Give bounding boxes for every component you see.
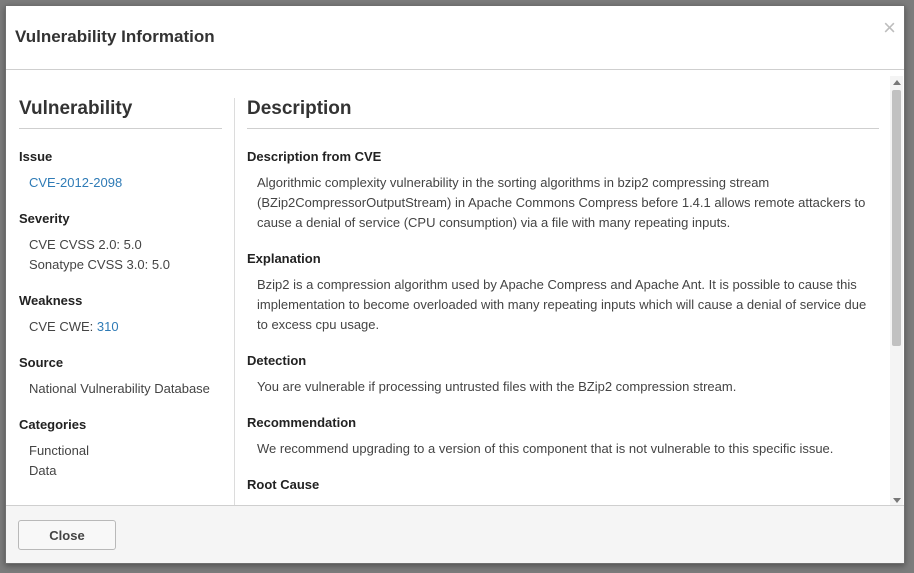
issue-section [19, 149, 222, 193]
vulnerability-heading: Vulnerability [19, 98, 222, 129]
source-value: National Vulnerability Database [29, 381, 210, 396]
modal-body[interactable] [6, 70, 904, 507]
source-section [19, 355, 222, 399]
close-icon[interactable]: × [883, 15, 896, 40]
description-heading: Description [247, 98, 879, 129]
categories-section [19, 417, 222, 481]
detection-section [247, 353, 879, 397]
category-item: Functional [29, 443, 89, 458]
cwe-prefix: CVE CWE: [29, 319, 97, 334]
weakness-value [19, 317, 222, 337]
section-title: Description from CVE [247, 149, 382, 164]
scroll-thumb[interactable] [892, 90, 901, 346]
modal-footer [6, 505, 904, 563]
description-panel [247, 98, 879, 539]
vertical-scrollbar[interactable] [890, 76, 903, 506]
close-button[interactable]: Close [18, 520, 116, 550]
column-divider [234, 98, 235, 518]
section-title: Recommendation [247, 415, 357, 430]
section-title: Root Cause [247, 477, 320, 492]
modal-header [6, 6, 904, 70]
section-text: Algorithmic complexity vulnerability in the sorting algorithms in bzip2 compressing stream (BZip2CompressorOutputStream) in Apache Commons Compress before 1.4.1 allows remote attackers to cause a denial of service (CPU consumption) via a file with many repeating inputs. [257, 175, 866, 230]
section-text: We recommend upgrading to a version of this component that is not vulnerable to this specific issue. [257, 441, 834, 456]
section-text: You are vulnerable if processing untrusted files with the BZip2 compression stream. [257, 379, 737, 394]
description-from-cve-section [247, 149, 879, 233]
source-title: Source [19, 355, 64, 370]
severity-section [19, 211, 222, 275]
cvss2-score: CVE CVSS 2.0: 5.0 [29, 237, 142, 252]
weakness-title: Weakness [19, 293, 83, 308]
categories-title: Categories [19, 417, 87, 432]
recommendation-section [247, 415, 879, 459]
modal-title: Vulnerability Information [15, 27, 215, 46]
vulnerability-modal [5, 5, 905, 564]
scroll-down-arrow-icon[interactable] [893, 498, 901, 503]
scroll-up-arrow-icon[interactable] [893, 80, 901, 85]
section-title: Explanation [247, 251, 321, 266]
cwe-link[interactable]: 310 [96, 319, 119, 334]
issue-title: Issue [19, 149, 53, 164]
cve-link[interactable]: CVE-2012-2098 [29, 175, 123, 190]
cvss3-score: Sonatype CVSS 3.0: 5.0 [29, 257, 170, 272]
explanation-section [247, 251, 879, 335]
vulnerability-summary [19, 98, 222, 499]
weakness-section [19, 293, 222, 337]
section-title: Detection [247, 353, 307, 368]
section-text: Bzip2 is a compression algorithm used by Apache Compress and Apache Ant. It is possible to cause this implementation to become overloaded with many repeating inputs which will cause a denial of service due to excess cpu usage. [257, 277, 867, 332]
category-item: Data [29, 463, 57, 478]
severity-title: Severity [19, 211, 70, 226]
